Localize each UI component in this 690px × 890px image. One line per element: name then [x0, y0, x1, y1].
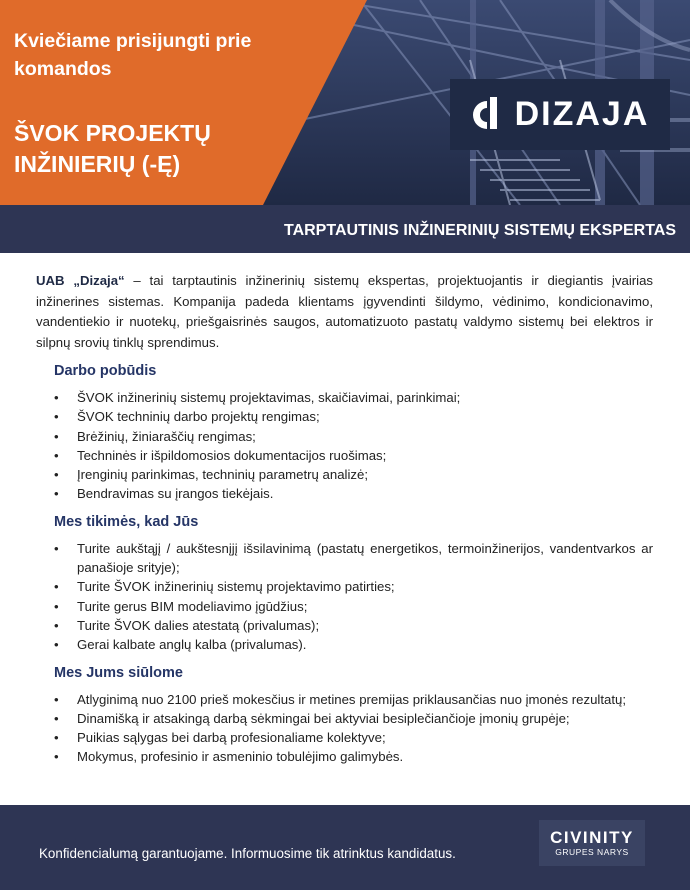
- section-title-expectations: Mes tikimės, kad Jūs: [54, 513, 199, 530]
- list-item: • Gerai kalbate anglų kalba (privalumas).: [54, 635, 653, 654]
- section-title-job-nature: Darbo pobūdis: [54, 363, 157, 379]
- job-nature-list: [54, 388, 653, 504]
- bullet: •: [54, 691, 59, 707]
- civinity-logo-subtitle: GRUPES NARYS: [555, 846, 629, 857]
- list-item: • Mokymus, profesinio ir asmeninio tobulėjimo galimybės.: [54, 747, 653, 766]
- dizaja-logo-icon: [471, 97, 505, 133]
- list-item: • ŠVOK inžinerinių sistemų projektavimas, skaičiavimai, parinkimai;: [54, 388, 653, 407]
- bullet: •: [54, 540, 59, 556]
- bullet: •: [54, 730, 59, 746]
- list-item: • ŠVOK techninių darbo projektų rengimas;: [54, 407, 653, 426]
- list-item: • Turite aukštąjį / aukštesnįjį išsilavinimą (pastatų energetikos, termoinžinerijos, vandentvarkos ar panašioje srityje);: [54, 540, 653, 576]
- bullet: •: [54, 447, 59, 463]
- list-item: • Brėžinių, žiniaraščių rengimas;: [54, 427, 653, 446]
- company-tagline: TARPTAUTINIS INŽINERINIŲ SISTEMŲ EKSPERTAS: [283, 222, 676, 239]
- footer-confidentiality-note: Konfidencialumą garantuojame. Informuosime tik atrinktus kandidatus.: [39, 846, 456, 861]
- hero-invite-text: Kviečiame prisijungti prie komandos: [14, 30, 252, 80]
- company-intro: [36, 271, 653, 353]
- list-item: • Įrenginių parinkimas, techninių parametrų analizė;: [54, 465, 653, 484]
- bullet: •: [54, 598, 59, 614]
- hero-banner: [0, 0, 690, 205]
- list-item: • Atlyginimą nuo 2100 prieš mokesčius ir metines premijas priklausančias nuo įmonės rezultatų;: [54, 690, 653, 709]
- company-name: UAB „Dizaja“: [36, 273, 125, 288]
- list-item: • Puikias sąlygas bei darbą profesionaliame kolektyve;: [54, 728, 653, 747]
- civinity-logo: [539, 820, 645, 866]
- bullet: •: [54, 467, 59, 483]
- dizaja-logo-text: DIZAJA: [514, 95, 650, 133]
- list-item: • Turite ŠVOK inžinerinių sistemų projektavimo patirties;: [54, 577, 653, 596]
- list-item: • Turite gerus BIM modeliavimo įgūdžius;: [54, 597, 653, 616]
- bullet: •: [54, 486, 59, 502]
- list-item: • Techninės ir išpildomosios dokumentacijos ruošimas;: [54, 446, 653, 465]
- bullet: •: [54, 749, 59, 765]
- offer-list: [54, 690, 653, 767]
- expectations-list: [54, 539, 653, 655]
- list-item: • Turite ŠVOK dalies atestatą (privalumas);: [54, 616, 653, 635]
- bullet: •: [54, 617, 59, 633]
- job-title: ŠVOK PROJEKTŲ INŽINIERIŲ (-Ę): [14, 120, 211, 177]
- dizaja-logo: [450, 79, 670, 150]
- bullet: •: [54, 428, 59, 444]
- bullet: •: [54, 409, 59, 425]
- company-intro-text: – tai tarptautinis inžinerinių sistemų ekspertas, projektuojantis ir diegiantis įvairias inžinerines sistemas. Kompanija padeda klientams įgyvendinti šildymo, vėdinimo, kondicionavimo, vandentiekio ir nuotekų, priešgaisrinės saugos, automatizuoto pastatų valdymo sistemų bei elektros ir silpnų srovių tinklų sprendimus.: [36, 273, 653, 350]
- section-title-offer: Mes Jums siūlome: [54, 664, 183, 681]
- list-item: • Dinamišką ir atsakingą darbą sėkmingai bei aktyviai besiplečiančioje įmonių grupėje;: [54, 709, 653, 728]
- list-item: • Bendravimas su įrangos tiekėjais.: [54, 484, 653, 503]
- bullet: •: [54, 710, 59, 726]
- bullet: •: [54, 637, 59, 653]
- bullet: •: [54, 390, 59, 405]
- company-tagline-bar: [0, 205, 690, 253]
- civinity-logo-name: CIVINITY: [550, 827, 634, 847]
- job-description: [36, 271, 653, 767]
- bullet: •: [54, 579, 59, 595]
